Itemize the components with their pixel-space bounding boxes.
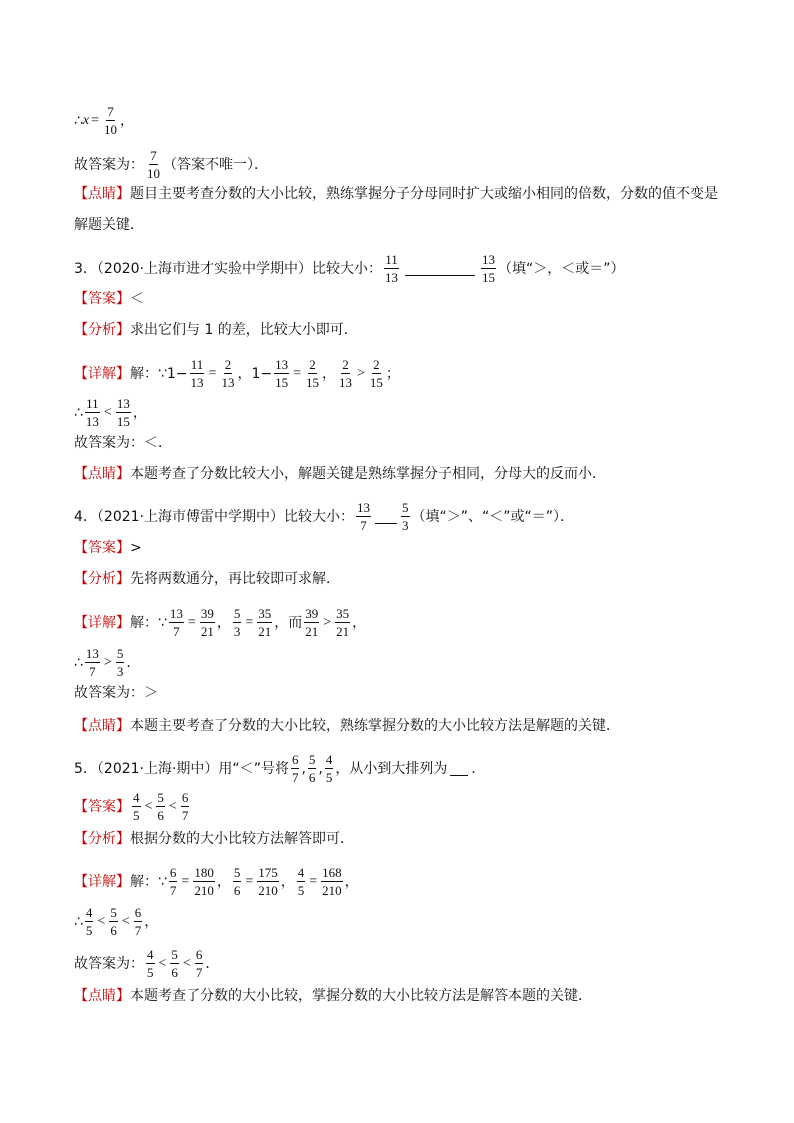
equals-sign: = xyxy=(245,873,254,889)
numerator: 13 xyxy=(85,646,99,661)
numerator: 11 xyxy=(190,357,204,372)
fraction xyxy=(134,905,143,938)
fraction xyxy=(116,646,125,679)
denominator: 7 xyxy=(169,883,177,898)
q3-point xyxy=(74,464,606,484)
numerator: 7 xyxy=(107,104,114,119)
denominator: 210 xyxy=(322,883,342,898)
q3-answer xyxy=(74,289,144,309)
denominator: 3 xyxy=(116,664,124,679)
denominator: 13 xyxy=(339,375,352,390)
answer-blank xyxy=(450,761,468,776)
question-3-header xyxy=(74,252,625,285)
numerator: 4 xyxy=(147,947,154,962)
answer-end: ． xyxy=(205,955,220,972)
fraction xyxy=(109,905,118,938)
greater-than-sign: > xyxy=(103,654,112,670)
point-text: 本题考查了分数比较大小，解题关键是熟练掌握分子相同，分母大的反而小． xyxy=(130,466,606,482)
denominator: 5 xyxy=(147,965,154,980)
fraction xyxy=(335,606,350,639)
numerator: 6 xyxy=(181,790,189,805)
denominator: 5 xyxy=(85,923,93,938)
detail-end: ； xyxy=(385,365,400,382)
therefore-end: ， xyxy=(144,913,159,930)
q3-analysis xyxy=(74,320,358,340)
question-5-header xyxy=(74,752,485,785)
fraction xyxy=(233,865,242,898)
equals-sign: = xyxy=(91,112,100,128)
fraction xyxy=(169,865,178,898)
analysis-text: 根据分数的大小比较方法解答即可． xyxy=(130,831,354,847)
q5-analysis xyxy=(74,829,354,849)
fraction xyxy=(85,396,100,429)
question-tail: （填“＞，＜或＝”） xyxy=(498,260,625,277)
q4-answer xyxy=(74,538,142,558)
point-text: 本题主要考查了分数的大小比较，熟练掌握分数的大小比较方法是解题的关键． xyxy=(130,718,620,734)
point-text: 解题关键． xyxy=(74,217,144,233)
analysis-tag: 【分析】 xyxy=(74,831,130,847)
less-than-sign: < xyxy=(97,913,106,929)
denominator: 15 xyxy=(369,375,383,390)
detail-mid: ，1− xyxy=(237,365,273,382)
fraction xyxy=(338,357,353,390)
analysis-text: 求出它们与 1 的差，比较大小即可． xyxy=(130,322,358,338)
detail-end: ， xyxy=(352,614,367,631)
detail-end: ， xyxy=(344,873,359,890)
numerator: 5 xyxy=(233,606,241,621)
numerator: 5 xyxy=(233,865,241,880)
greater-than-sign: > xyxy=(323,614,332,630)
q4-point xyxy=(74,716,620,736)
numerator: 5 xyxy=(308,752,316,767)
fraction xyxy=(156,790,165,823)
denominator: 21 xyxy=(258,624,272,639)
equals-sign: = xyxy=(187,614,196,630)
separator: ， xyxy=(322,365,336,382)
point-line-2 xyxy=(74,215,144,235)
answer-line xyxy=(74,148,268,181)
separator: ， xyxy=(216,614,231,631)
detail-tag: 【详解】 xyxy=(74,873,130,890)
numerator: 6 xyxy=(169,865,177,880)
less-than-sign: < xyxy=(121,913,130,929)
numerator: 13 xyxy=(169,606,183,621)
numerator: 11 xyxy=(86,396,99,411)
answer-blank xyxy=(375,509,397,524)
q3-answer-line xyxy=(74,433,172,453)
fraction xyxy=(181,790,190,823)
denominator: 15 xyxy=(482,270,495,285)
fraction xyxy=(220,357,235,390)
denominator: 21 xyxy=(305,624,319,639)
question-tail: （填“＞”、“＜”或“＝”）． xyxy=(411,508,575,525)
therefore-symbol: ∴ xyxy=(74,913,83,930)
numerator: 5 xyxy=(402,500,409,515)
variable-x: x xyxy=(82,112,90,128)
answer-text: 故答案为：＞ xyxy=(74,685,158,701)
fraction xyxy=(85,646,100,679)
denominator: 10 xyxy=(104,122,118,137)
analysis-tag: 【分析】 xyxy=(74,322,130,338)
numerator: 5 xyxy=(157,790,164,805)
analysis-tag: 【分析】 xyxy=(74,571,130,587)
denominator: 5 xyxy=(297,883,305,898)
q4-answer-line xyxy=(74,683,158,703)
denominator: 3 xyxy=(402,518,409,533)
greater-than-sign: > xyxy=(357,365,365,381)
fraction xyxy=(308,752,317,785)
denominator: 21 xyxy=(336,624,350,639)
numerator: 5 xyxy=(171,947,178,962)
answer-tag: 【答案】 xyxy=(74,540,130,556)
point-tag: 【点睛】 xyxy=(74,186,130,202)
denominator: 7 xyxy=(360,518,367,533)
detail-tag: 【详解】 xyxy=(74,614,130,631)
detail-tag: 【详解】 xyxy=(74,365,130,382)
numerator: 2 xyxy=(224,357,232,372)
detail-prefix: 解：∵ xyxy=(130,614,167,631)
question-tail-end: ． xyxy=(471,760,486,777)
numerator: 35 xyxy=(258,606,272,621)
denominator: 10 xyxy=(147,166,160,181)
fraction xyxy=(274,357,289,390)
denominator: 5 xyxy=(133,808,140,823)
fraction xyxy=(169,606,184,639)
fraction xyxy=(321,865,343,898)
denominator: 5 xyxy=(325,770,333,785)
numerator: 6 xyxy=(134,905,142,920)
detail-prefix: 解：∵1− xyxy=(130,365,188,382)
equals-sign: = xyxy=(309,873,318,889)
denominator: 7 xyxy=(291,770,299,785)
equals-sign: = xyxy=(181,873,190,889)
fraction xyxy=(195,947,204,980)
answer-suffix: （答案不唯一）． xyxy=(163,156,268,173)
less-than-sign: < xyxy=(103,404,112,420)
q4-therefore xyxy=(74,646,140,679)
numerator: 5 xyxy=(116,646,124,661)
point-text: 本题考查了分数的大小比较，掌握分数的大小比较方法是解答本题的关键． xyxy=(130,988,592,1004)
comma: , xyxy=(301,760,306,777)
numerator: 39 xyxy=(305,606,319,621)
denominator: 6 xyxy=(308,770,316,785)
answer-prefix: 故答案为： xyxy=(74,156,144,173)
fraction xyxy=(146,148,161,181)
question-4-header xyxy=(74,500,574,533)
therefore-symbol: ∴ xyxy=(74,654,83,671)
less-than-sign: < xyxy=(158,955,167,971)
denominator: 6 xyxy=(233,883,241,898)
less-than-sign: < xyxy=(182,955,191,971)
equals-sign: = xyxy=(208,365,217,381)
numerator: 6 xyxy=(291,752,299,767)
fraction xyxy=(356,500,371,533)
denominator: 13 xyxy=(385,270,398,285)
detail-mid: ，而 xyxy=(274,614,303,631)
q3-therefore xyxy=(74,396,147,429)
answer-tag: 【答案】 xyxy=(74,291,130,307)
denominator: 7 xyxy=(134,923,142,938)
answer-blank xyxy=(405,261,475,276)
therefore-end: ， xyxy=(132,404,147,421)
denominator: 7 xyxy=(181,808,189,823)
fraction xyxy=(193,865,215,898)
answer-value: ＜ xyxy=(130,291,144,307)
numerator: 168 xyxy=(322,865,342,880)
denominator: 6 xyxy=(157,808,164,823)
numerator: 13 xyxy=(275,357,289,372)
q5-answer xyxy=(74,790,191,823)
fraction xyxy=(257,606,272,639)
fraction xyxy=(325,752,334,785)
denominator: 6 xyxy=(171,965,178,980)
fraction xyxy=(85,905,94,938)
numerator: 175 xyxy=(258,865,278,880)
fraction xyxy=(170,947,179,980)
comma: , xyxy=(318,760,323,777)
numerator: 7 xyxy=(150,148,157,163)
fraction xyxy=(116,396,131,429)
q3-detail xyxy=(74,357,400,390)
less-than-sign: < xyxy=(168,798,177,814)
q5-point xyxy=(74,986,592,1006)
fraction xyxy=(384,252,399,285)
numerator: 35 xyxy=(336,606,350,621)
numerator: 11 xyxy=(385,252,398,267)
q4-analysis xyxy=(74,569,340,589)
less-than-sign: < xyxy=(144,798,153,814)
denominator: 21 xyxy=(200,624,214,639)
denominator: 7 xyxy=(195,965,203,980)
numerator: 2 xyxy=(309,357,316,372)
point-tag: 【点睛】 xyxy=(74,466,130,482)
fraction xyxy=(305,357,320,390)
q5-detail xyxy=(74,865,359,898)
point-tag: 【点睛】 xyxy=(74,718,130,734)
answer-prefix: 故答案为： xyxy=(74,955,144,972)
numerator: 13 xyxy=(357,500,370,515)
denominator: 15 xyxy=(306,375,319,390)
denominator: 6 xyxy=(110,923,117,938)
numerator: 39 xyxy=(200,606,214,621)
point-tag: 【点睛】 xyxy=(74,988,130,1004)
fraction xyxy=(257,865,279,898)
q5-answer-line xyxy=(74,947,219,980)
fraction xyxy=(297,865,306,898)
denominator: 13 xyxy=(85,414,99,429)
answer-value: > xyxy=(130,540,142,556)
denominator: 210 xyxy=(258,883,278,898)
fraction xyxy=(233,606,242,639)
equals-sign: = xyxy=(293,365,301,381)
point-text: 题目主要考查分数的大小比较，熟练掌握分子分母同时扩大或缩小相同的倍数，分数的值不变是 xyxy=(130,186,718,202)
denominator: 7 xyxy=(173,624,180,639)
denominator: 15 xyxy=(116,414,130,429)
denominator: 13 xyxy=(190,375,204,390)
q5-therefore xyxy=(74,905,158,938)
fraction xyxy=(103,104,118,137)
question-text: 5．（2021·上海·期中）用“＜”号将 xyxy=(74,760,289,777)
q4-detail xyxy=(74,606,366,639)
fraction xyxy=(200,606,215,639)
denominator: 3 xyxy=(233,624,241,639)
separator: ， xyxy=(216,873,231,890)
comma: ， xyxy=(120,112,135,129)
numerator: 2 xyxy=(342,357,349,372)
numerator: 2 xyxy=(373,357,380,372)
numerator: 4 xyxy=(85,905,93,920)
fraction xyxy=(146,947,155,980)
fraction xyxy=(132,790,141,823)
detail-prefix: 解：∵ xyxy=(130,873,167,890)
question-tail: ，从小到大排列为 xyxy=(335,760,448,777)
fraction xyxy=(369,357,384,390)
numerator: 4 xyxy=(133,790,140,805)
therefore-symbol: ∴ xyxy=(74,112,83,129)
denominator: 15 xyxy=(275,375,289,390)
question-text: 4．（2021·上海市傅雷中学期中）比较大小： xyxy=(74,508,354,525)
answer-text: 故答案为：＜． xyxy=(74,435,172,451)
numerator: 180 xyxy=(194,865,214,880)
numerator: 5 xyxy=(110,905,117,920)
fraction xyxy=(291,752,300,785)
numerator: 4 xyxy=(297,865,305,880)
numerator: 13 xyxy=(116,396,130,411)
numerator: 6 xyxy=(195,947,203,962)
fraction xyxy=(401,500,410,533)
conclusion-line xyxy=(74,104,134,137)
analysis-text: 先将两数通分，再比较即可求解． xyxy=(130,571,340,587)
fraction xyxy=(481,252,496,285)
separator: ， xyxy=(280,873,295,890)
therefore-end: ． xyxy=(126,654,141,671)
point-line-1 xyxy=(74,184,718,204)
therefore-symbol: ∴ xyxy=(74,404,83,421)
question-text: 3．（2020·上海市进才实验中学期中）比较大小： xyxy=(74,260,382,277)
numerator: 13 xyxy=(482,252,495,267)
denominator: 210 xyxy=(194,883,214,898)
denominator: 13 xyxy=(221,375,235,390)
equals-sign: = xyxy=(245,614,254,630)
denominator: 7 xyxy=(89,664,96,679)
numerator: 4 xyxy=(325,752,333,767)
fraction xyxy=(304,606,319,639)
answer-tag: 【答案】 xyxy=(74,798,130,815)
fraction xyxy=(190,357,205,390)
